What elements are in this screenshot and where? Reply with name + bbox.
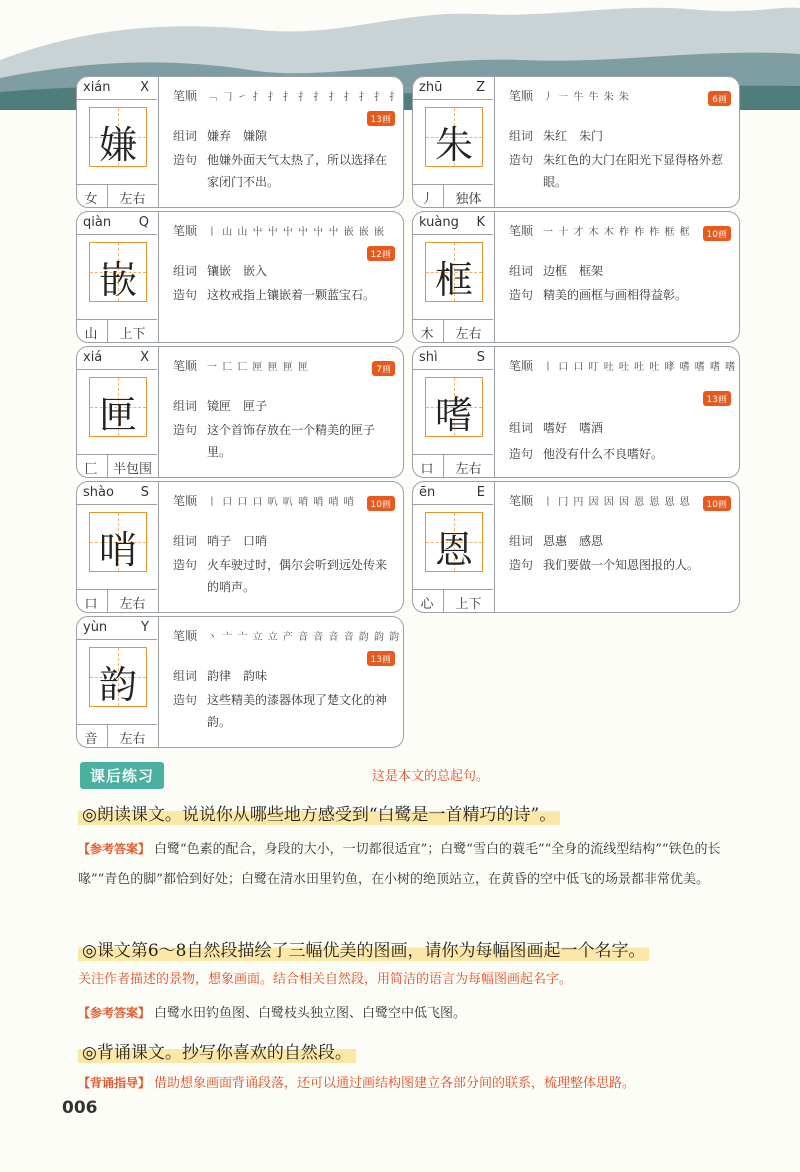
- sentence: 造句 他没有什么不良嗜好。: [509, 447, 664, 461]
- char-info: [77, 77, 159, 207]
- answer-tag: 【参考答案】: [78, 842, 151, 856]
- char-card-xian: [76, 76, 404, 208]
- stroke-sequence: 一 十 才 木 木 柞 柞 柞 框 框: [543, 227, 691, 238]
- page-number: 006: [62, 1098, 98, 1118]
- index-letter: Y: [141, 620, 149, 635]
- words: 组词 哨子 口哨: [173, 534, 268, 548]
- words: 组词 韵律 韵味: [173, 669, 268, 683]
- pinyin: kuàng: [419, 215, 459, 230]
- words: 组词 嗜好 嗜酒: [509, 421, 604, 435]
- pinyin-row: [77, 347, 157, 370]
- character: 嗜: [434, 393, 473, 437]
- radical-row: [77, 184, 157, 207]
- index-letter: Z: [476, 80, 485, 95]
- pinyin: zhū: [419, 80, 443, 95]
- radical-row: [413, 589, 493, 612]
- char-info: [77, 212, 159, 342]
- words: 组词 嫌弃 嫌隙: [173, 129, 268, 143]
- radical-row: [77, 724, 157, 747]
- pinyin-row: [413, 482, 493, 505]
- radical-row: [413, 184, 493, 207]
- pinyin-row: [77, 617, 157, 640]
- pinyin-row: [77, 77, 157, 100]
- structure: 上下: [119, 327, 146, 342]
- radical-row: [77, 454, 157, 477]
- stroke-sequence: 丿 ㇐ 牛 牛 朱 朱: [543, 92, 630, 103]
- pinyin-row: [413, 347, 493, 370]
- pinyin: ēn: [419, 485, 436, 500]
- stroke-sequence: 丨 冂 円 因 因 因 恩 恩 恩 恩: [543, 497, 691, 508]
- stroke-order: 笔顺 丨 口 口 叮 吐 吐 吐 吐 哮 嗜 嗜 嗜 嗜: [509, 359, 737, 373]
- char-card-shi: [412, 346, 740, 478]
- pinyin: xián: [83, 80, 111, 95]
- stroke-order: 笔顺 一 匸 匸 匣 匣 匣 匣: [173, 359, 310, 373]
- pinyin-row: [413, 77, 493, 100]
- radical: 心: [420, 597, 434, 612]
- structure: 左右: [119, 732, 146, 747]
- radical: 口: [84, 597, 98, 612]
- tian-grid: [89, 647, 147, 707]
- words: 组词 镶嵌 嵌入: [173, 264, 268, 278]
- structure: 左右: [119, 597, 146, 612]
- index-letter: E: [476, 485, 485, 500]
- char-info: [77, 482, 159, 612]
- stroke-count-badge: 10画: [703, 226, 731, 241]
- radical-row: [77, 589, 157, 612]
- sentence: 造句 我们要做一个知恩图报的人。: [509, 558, 700, 572]
- tian-grid: [425, 512, 483, 572]
- question-3: ◎背诵课文。抄写你喜欢的自然段。: [78, 1038, 356, 1063]
- index-letter: S: [140, 485, 149, 500]
- words: 组词 恩惠 感恩: [509, 534, 604, 548]
- pinyin: shì: [419, 350, 438, 365]
- radical: 木: [420, 327, 434, 342]
- tian-grid: [89, 512, 147, 572]
- tian-grid: [425, 242, 483, 302]
- pinyin: xiá: [83, 350, 103, 365]
- char-card-yun: [76, 616, 404, 748]
- answer-tag: 【参考答案】: [78, 1006, 151, 1020]
- character: 韵: [98, 663, 137, 707]
- index-letter: X: [140, 350, 149, 365]
- character: 朱: [434, 123, 473, 167]
- stroke-order: 笔顺 ﹁ 𠃌 ㇀ 扌 扌 扌 扌 扌 扌 扌 扌 扌 扌: [173, 89, 401, 103]
- stroke-order: 笔顺 丨 山 山 屮 屮 屮 屮 屮 屮 嵌 嵌 嵌: [173, 224, 385, 238]
- tian-grid: [89, 377, 147, 437]
- tian-grid: [89, 107, 147, 167]
- structure: 左右: [455, 462, 482, 477]
- stroke-order: 笔顺 丨 冂 円 因 因 因 恩 恩 恩 恩: [509, 494, 691, 508]
- pinyin: shào: [83, 485, 114, 500]
- annotation-topic-sentence: 这是本文的总起句。: [372, 769, 490, 784]
- structure: 半包围: [112, 462, 152, 477]
- words: 组词 朱红 朱门: [509, 129, 604, 143]
- stroke-order: 笔顺 一 十 才 木 木 柞 柞 柞 框 框: [509, 224, 691, 238]
- radical-row: [413, 319, 493, 342]
- sentence: 造句 他嫌外面天气太热了，所以选择在家闭门不出。: [173, 153, 388, 189]
- radical: 丿: [420, 192, 434, 207]
- pinyin: yùn: [83, 620, 108, 635]
- stroke-count-badge: 13画: [703, 391, 731, 406]
- sentence: 造句 这些精美的漆器体现了楚文化的神韵。: [173, 693, 388, 729]
- char-info: [77, 347, 159, 477]
- sentence: 造句 火车驶过时，偶尔会听到远处传来的哨声。: [173, 558, 388, 594]
- char-info: [413, 77, 495, 207]
- stroke-count-badge: 13画: [367, 111, 395, 126]
- radical: 山: [84, 327, 98, 342]
- pinyin-row: [77, 212, 157, 235]
- index-letter: S: [476, 350, 485, 365]
- character: 恩: [434, 528, 473, 572]
- char-info: [413, 482, 495, 612]
- answer-1: 【参考答案】 白鹭“色素的配合，身段的大小，一切都很适宜”；白鹭“雪白的蓑毛”“全身的流线型结构”“铁色的长喙”“青色的脚”都恰到好处；白鹭在清水田里钓鱼，在小树的绝顶站立，在黄昏的空中低飞的场景都非常优美。: [78, 834, 754, 895]
- words: 组词 镜匣 匣子: [173, 399, 268, 413]
- character: 嵌: [98, 258, 137, 302]
- tian-grid: [425, 107, 483, 167]
- stroke-sequence: 丨 口 口 叮 吐 吐 吐 吐 哮 嗜 嗜 嗜 嗜: [543, 362, 737, 373]
- words: 组词 边框 框架: [509, 264, 604, 278]
- index-letter: Q: [138, 215, 149, 230]
- stroke-sequence: 丶 亠 亠 立 立 产 音 音 音 音 韵 韵 韵: [207, 632, 401, 643]
- stroke-count-badge: 10画: [703, 496, 731, 511]
- stroke-order: 笔顺 丿 ㇐ 牛 牛 朱 朱: [509, 89, 630, 103]
- annotation-hint: 关注作者描述的景物，想象画面。结合相关自然段，用简洁的语言为每幅图画起名字。: [78, 972, 573, 987]
- stroke-count-badge: 10画: [367, 496, 395, 511]
- pinyin: qiàn: [83, 215, 112, 230]
- radical-row: [77, 319, 157, 342]
- stroke-count-badge: 13画: [367, 651, 395, 666]
- stroke-sequence: 丨 口 口 口 叭 叭 哨 哨 哨 哨: [207, 497, 355, 508]
- section-heading: 课后练习: [80, 762, 164, 789]
- char-info: [413, 347, 495, 477]
- guide-tag: 【背诵指导】: [78, 1076, 151, 1090]
- char-card-shao: [76, 481, 404, 613]
- pinyin-row: [413, 212, 493, 235]
- stroke-sequence: ﹁ 𠃌 ㇀ 扌 扌 扌 扌 扌 扌 扌 扌 扌 扌: [207, 92, 401, 103]
- structure: 左右: [455, 327, 482, 342]
- char-card-zhu: [412, 76, 740, 208]
- radical: 音: [84, 732, 98, 747]
- question-1: ◎朗读课文。说说你从哪些地方感受到“白鹭是一首精巧的诗”。: [78, 800, 560, 825]
- stroke-sequence: 丨 山 山 屮 屮 屮 屮 屮 屮 嵌 嵌 嵌: [207, 227, 385, 238]
- stroke-count-badge: 12画: [367, 246, 395, 261]
- character: 嫌: [98, 123, 137, 167]
- stroke-sequence: 一 匸 匸 匣 匣 匣 匣: [207, 362, 310, 373]
- radical: 女: [84, 192, 98, 207]
- structure: 独体: [455, 192, 482, 207]
- answer-2: 【参考答案】 白鹭水田钓鱼图、白鹭枝头独立图、白鹭空中低飞图。: [78, 998, 754, 1029]
- sentence: 造句 这枚戒指上镶嵌着一颗蓝宝石。: [173, 288, 376, 302]
- stroke-count-badge: 7画: [372, 361, 395, 376]
- stroke-count-badge: 6画: [708, 91, 731, 106]
- character: 框: [434, 258, 473, 302]
- answer-3: 【背诵指导】 借助想象画面背诵段落，还可以通过画结构图建立各部分间的联系，梳理整体思路。: [78, 1068, 754, 1099]
- char-info: [77, 617, 159, 747]
- sentence: 造句 这个首饰存放在一个精美的匣子里。: [173, 423, 376, 459]
- sentence: 造句 精美的画框与画相得益彰。: [509, 288, 688, 302]
- stroke-order: 笔顺 丶 亠 亠 立 立 产 音 音 音 音 韵 韵 韵: [173, 629, 401, 643]
- char-card-en: [412, 481, 740, 613]
- char-card-xia: [76, 346, 404, 478]
- char-info: [413, 212, 495, 342]
- tian-grid: [89, 242, 147, 302]
- tian-grid: [425, 377, 483, 437]
- index-letter: X: [140, 80, 149, 95]
- character: 哨: [98, 528, 137, 572]
- radical-row: [413, 454, 493, 477]
- structure: 左右: [119, 192, 146, 207]
- char-card-qian: [76, 211, 404, 343]
- index-letter: K: [476, 215, 485, 230]
- structure: 上下: [455, 597, 482, 612]
- char-card-kuang: [412, 211, 740, 343]
- sentence: 造句 朱红色的大门在阳光下显得格外惹眼。: [509, 153, 724, 189]
- question-2: ◎课文第6～8自然段描绘了三幅优美的图画，请你为每幅图画起一个名字。: [78, 936, 649, 961]
- radical: 匚: [84, 462, 98, 477]
- radical: 口: [420, 462, 434, 477]
- pinyin-row: [77, 482, 157, 505]
- stroke-order: 笔顺 丨 口 口 口 叭 叭 哨 哨 哨 哨: [173, 494, 355, 508]
- character: 匣: [98, 393, 137, 437]
